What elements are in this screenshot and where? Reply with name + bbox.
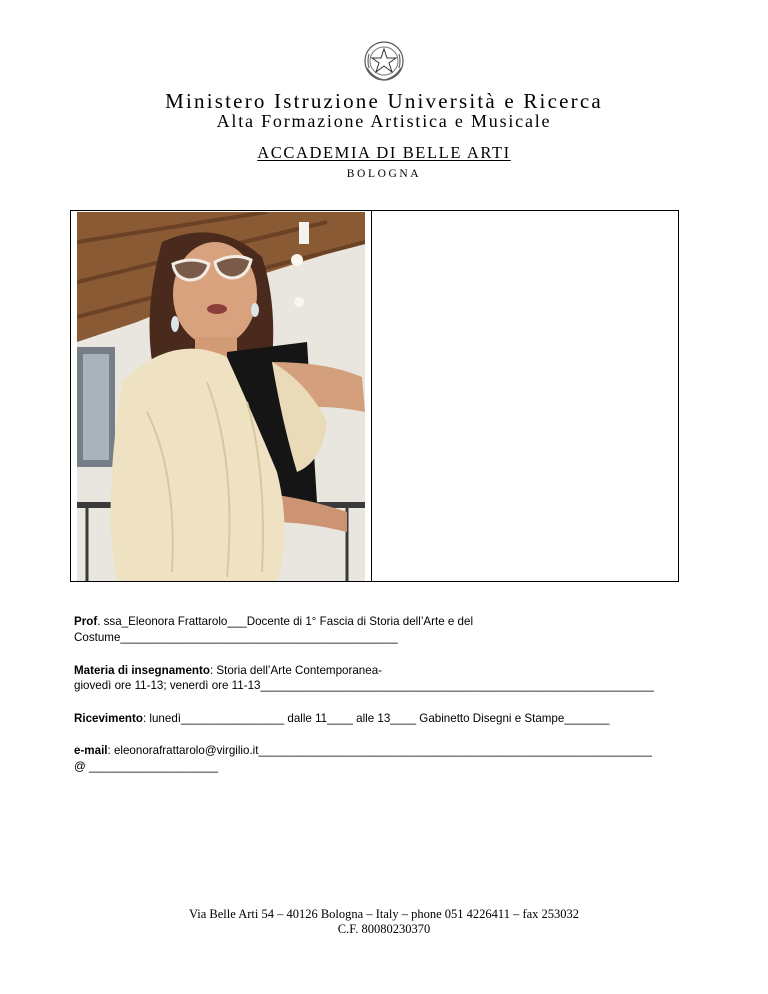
ministry-title: Ministero Istruzione Università e Ricerca: [165, 89, 603, 113]
academy-title: ACCADEMIA DI BELLE ARTI: [257, 143, 511, 162]
email-text: : eleonorafrattarolo@virgilio.it_____________________________________________________________: [107, 744, 652, 757]
table-divider: [371, 211, 372, 581]
ricevimento-text: : lunedì________________ dalle 11____ alle 13____ Gabinetto Disegni e Stampe_______: [142, 712, 610, 725]
materia-line: [74, 663, 382, 678]
ricevimento-line: [74, 711, 609, 726]
materia-label: Materia di insegnamento: [74, 664, 210, 677]
prof-text: . ssa_Eleonora Frattarolo___Docente di 1° Fascia di Storia dell’Arte e del: [97, 615, 474, 628]
email-line: [74, 743, 652, 758]
photo-table: [70, 210, 679, 582]
email-line-2: @ ____________________: [74, 760, 218, 773]
city-title: BOLOGNA: [346, 168, 422, 180]
footer-tax-code: C.F. 80080230370: [337, 922, 431, 936]
footer-address: Via Belle Arti 54 – 40126 Bologna – Italy – phone 051 4226411 – fax 253032: [188, 907, 580, 921]
portrait-photo: [77, 212, 365, 581]
italian-republic-emblem-icon: [363, 40, 405, 82]
email-label: e-mail: [74, 744, 108, 757]
materia-text: : Storia dell’Arte Contemporanea-: [209, 664, 382, 677]
materia-line-2: giovedì ore 11-13; venerdì ore 11-13_____________________________________________________________: [74, 679, 654, 692]
prof-label: Prof: [74, 615, 98, 628]
professor-line: [74, 614, 473, 629]
ricevimento-label: Ricevimento: [74, 712, 143, 725]
division-title: Alta Formazione Artistica e Musicale: [216, 111, 552, 131]
professor-line-2: Costume___________________________________________: [74, 631, 398, 644]
